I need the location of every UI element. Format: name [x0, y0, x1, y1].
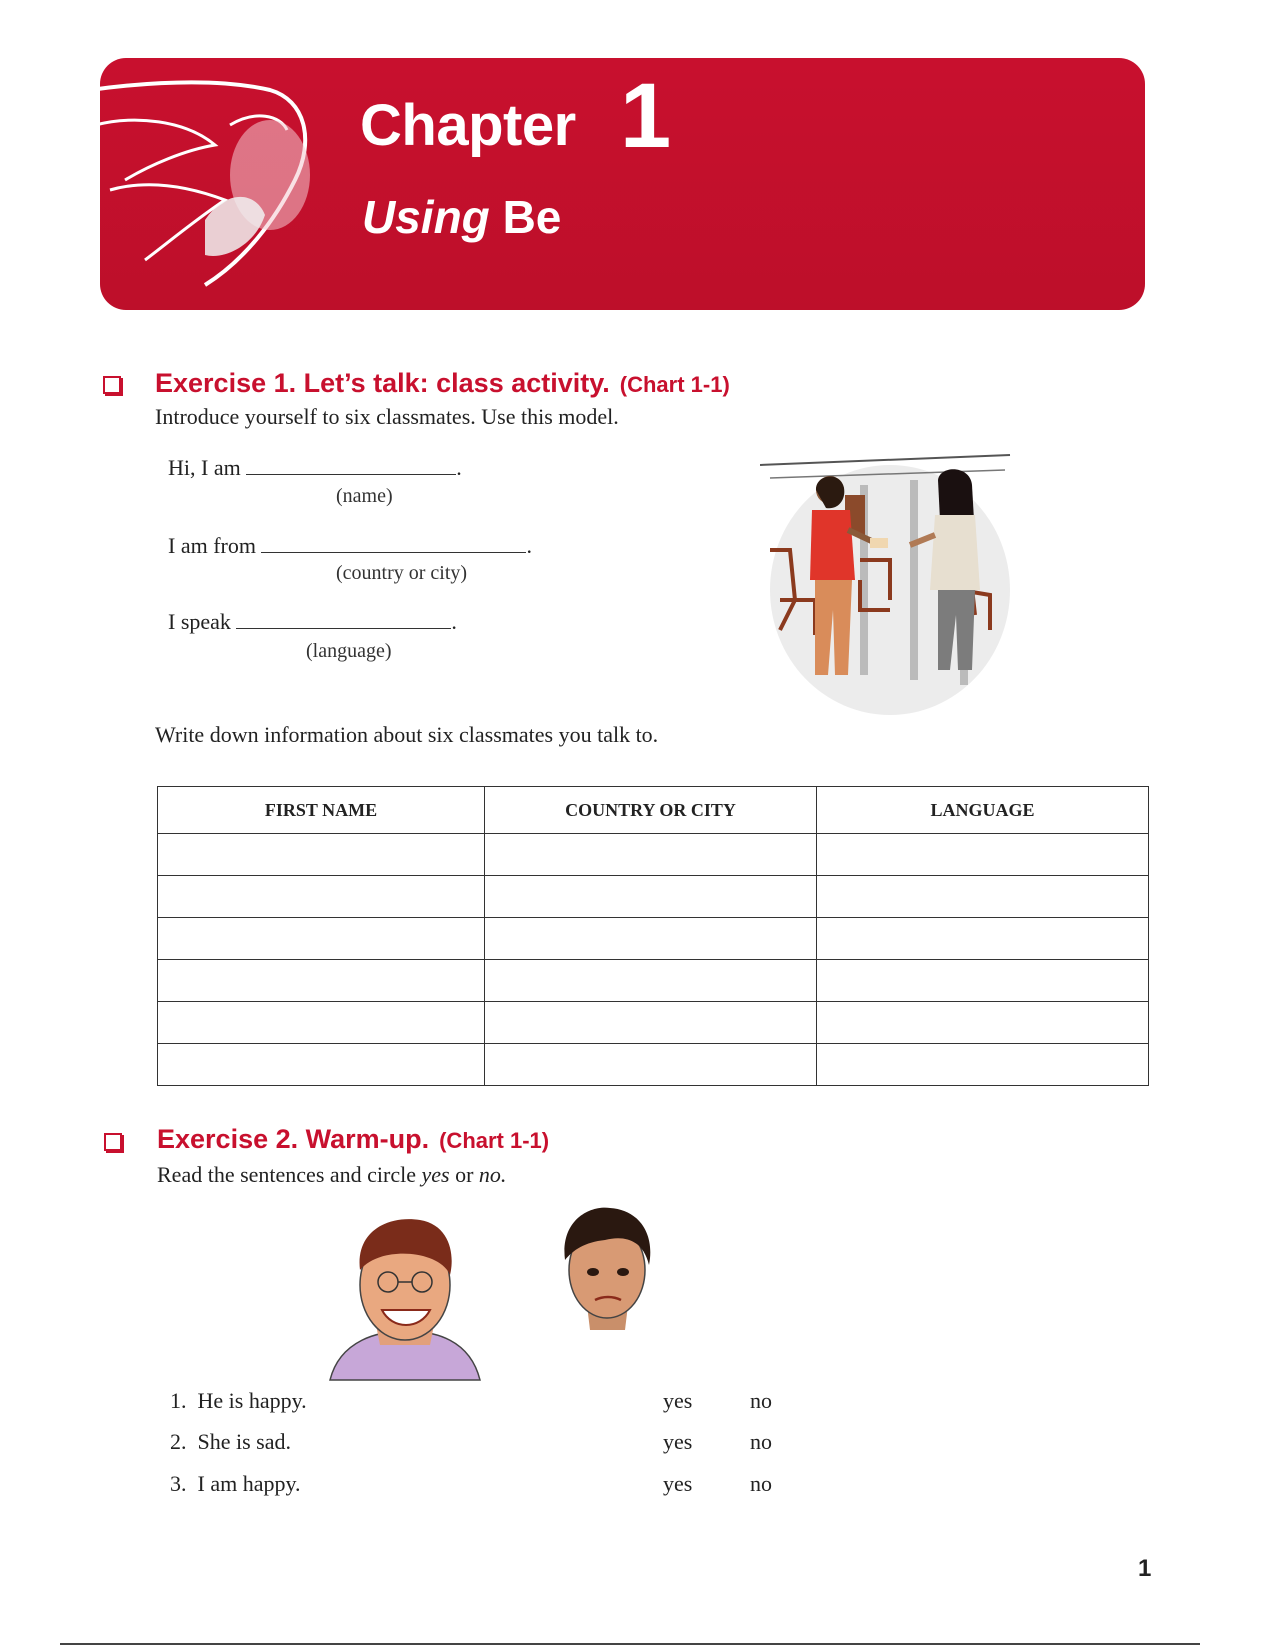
- chapter-subtitle-italic: Using: [362, 191, 490, 243]
- yes-option[interactable]: yes: [663, 1471, 693, 1496]
- happy-man-illustration: [320, 1210, 490, 1385]
- table-cell[interactable]: [817, 1044, 1149, 1086]
- list-item: 1. He is happy.: [170, 1388, 307, 1413]
- page-number: 1: [1138, 1555, 1152, 1582]
- table-cell[interactable]: [485, 1044, 817, 1086]
- no-option[interactable]: no: [750, 1429, 772, 1454]
- table-header-row: [158, 787, 1149, 834]
- exercise2-title: Exercise 2. Warm-up.: [157, 1124, 430, 1154]
- no-option[interactable]: no: [750, 1471, 772, 1496]
- table-row: [158, 960, 1149, 1002]
- table-cell[interactable]: [817, 1002, 1149, 1044]
- yes-option[interactable]: yes: [663, 1388, 693, 1413]
- bird-logo-icon: [55, 70, 315, 290]
- exercise1-instruction: Introduce yourself to six classmates. Use this model.: [155, 404, 619, 429]
- exercise2-heading: [157, 1124, 549, 1155]
- header-first-name: FIRST NAME: [158, 787, 485, 834]
- language-blank[interactable]: [236, 608, 451, 629]
- chapter-subtitle-rest: Be: [502, 191, 562, 243]
- exercise2-chart-ref: (Chart 1-1): [439, 1128, 550, 1153]
- table-row: [158, 834, 1149, 876]
- table-cell[interactable]: [817, 960, 1149, 1002]
- table-cell[interactable]: [817, 834, 1149, 876]
- no-option[interactable]: no: [750, 1388, 772, 1413]
- classmates-table: [157, 786, 1149, 1086]
- table-cell[interactable]: [485, 1002, 817, 1044]
- chapter-number: 1: [620, 65, 672, 167]
- table-cell[interactable]: [485, 918, 817, 960]
- table-cell[interactable]: [158, 960, 485, 1002]
- table-cell[interactable]: [485, 876, 817, 918]
- table-cell[interactable]: [485, 834, 817, 876]
- sad-woman-illustration: [545, 1200, 670, 1350]
- table-cell[interactable]: [158, 918, 485, 960]
- exercise2-instruction: Read the sentences and circle yes or no.: [157, 1162, 507, 1187]
- chapter-subtitle: [362, 190, 561, 244]
- list-item: 3. I am happy.: [170, 1471, 301, 1496]
- table-cell[interactable]: [158, 876, 485, 918]
- exercise1-checkbox-icon: [103, 376, 121, 394]
- name-blank[interactable]: [246, 454, 456, 475]
- list-item: 2. She is sad.: [170, 1429, 291, 1454]
- exercise2-checkbox-icon: [104, 1133, 122, 1151]
- yes-option[interactable]: yes: [663, 1429, 693, 1454]
- classmates-illustration: [760, 450, 1020, 720]
- table-row: [158, 1044, 1149, 1086]
- table-cell[interactable]: [158, 1044, 485, 1086]
- table-row: [158, 876, 1149, 918]
- model-line-language: I speak .: [168, 609, 457, 634]
- table-cell[interactable]: [817, 876, 1149, 918]
- model-line-country: I am from .: [168, 533, 532, 558]
- header-country: COUNTRY OR CITY: [485, 787, 817, 834]
- table-cell[interactable]: [158, 1002, 485, 1044]
- exercise1-heading: [155, 368, 730, 399]
- footer-rule: [60, 1643, 1200, 1645]
- table-cell[interactable]: [158, 834, 485, 876]
- table-cell[interactable]: [817, 918, 1149, 960]
- table-row: [158, 1002, 1149, 1044]
- write-instruction: Write down information about six classmates you talk to.: [155, 722, 659, 747]
- model-line-name: Hi, I am .: [168, 455, 462, 480]
- chapter-word: Chapter: [360, 93, 576, 158]
- hint-language: (language): [306, 640, 392, 662]
- hint-name: (name): [336, 485, 393, 507]
- table-cell[interactable]: [485, 960, 817, 1002]
- exercise1-chart-ref: (Chart 1-1): [619, 372, 730, 397]
- country-blank[interactable]: [261, 532, 526, 553]
- header-language: LANGUAGE: [817, 787, 1149, 834]
- exercise1-title: Exercise 1. Let’s talk: class activity.: [155, 368, 610, 398]
- hint-country: (country or city): [336, 562, 468, 584]
- table-row: [158, 918, 1149, 960]
